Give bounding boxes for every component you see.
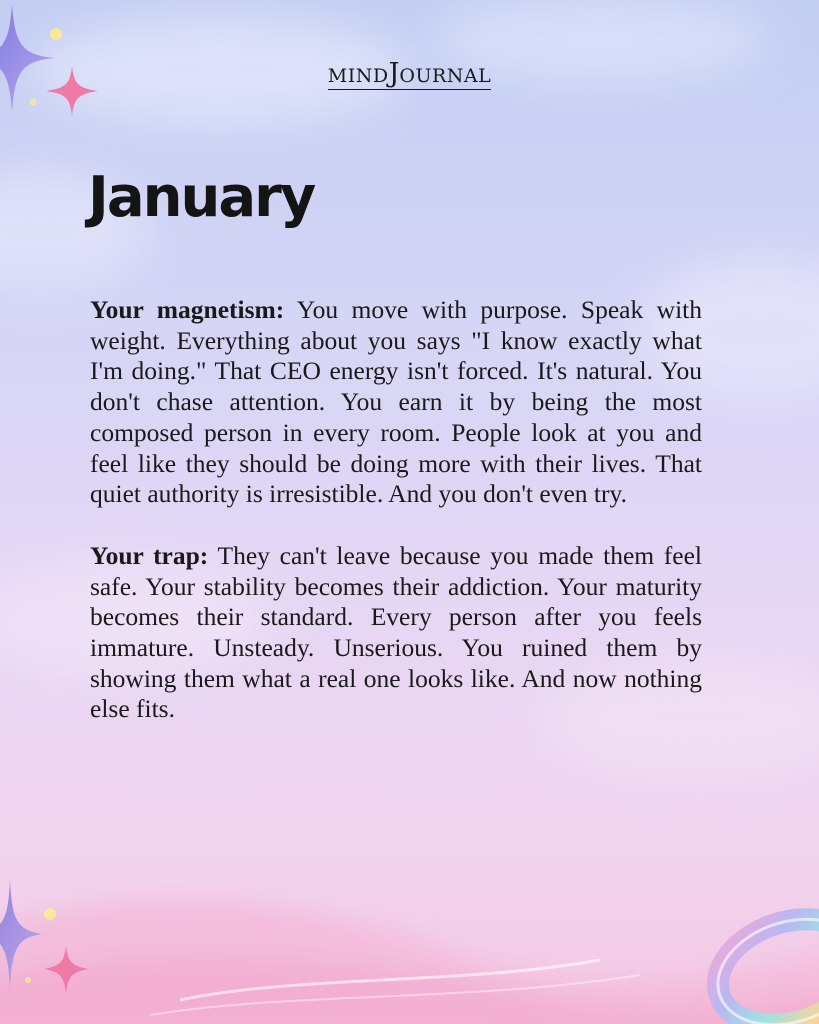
section-trap: [90, 541, 702, 725]
brand-rest: OURNAL: [399, 65, 492, 87]
page-title: January: [88, 165, 315, 230]
body-text: [90, 295, 702, 725]
section-magnetism-text: You move with purpose. Speak with weight. Everything about you says "I know exactly what I'm doing." That CEO energy isn't forced. It's natural. You don't chase attention. You earn it by being the most composed person in every room. People look at you and feel like they should be doing more with their lives. That quiet authority is irresistible. And you don't even try.: [90, 295, 702, 509]
brand-j: J: [388, 58, 400, 89]
section-trap-lead: Your trap:: [90, 540, 209, 570]
section-magnetism: [90, 295, 702, 510]
brand-mind: MIND: [327, 65, 389, 87]
section-trap-text: They can't leave because you made them feel safe. Your stability becomes their addiction. Your maturity becomes their standard. Every person after you feels immature. Unsteady. Unserious. You ruined them by showing them what a real one looks like. And now nothing else fits.: [90, 540, 702, 724]
section-magnetism-lead: Your magnetism:: [90, 295, 285, 324]
brand-logo: [0, 60, 819, 90]
brand-wordmark: [328, 60, 492, 90]
